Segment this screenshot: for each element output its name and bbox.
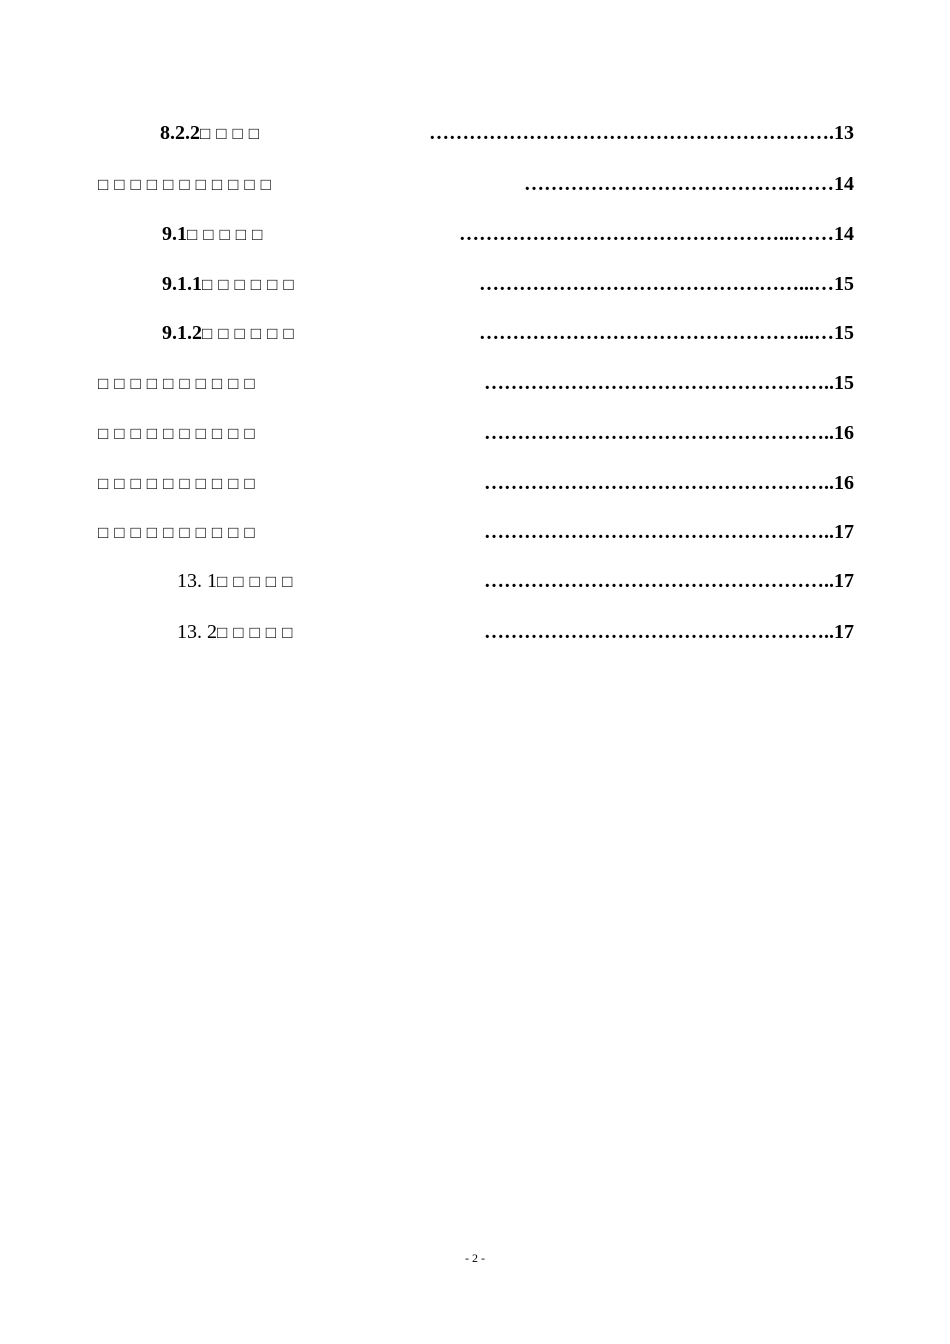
toc-entry-leader: ……………………………………………..16 <box>484 472 854 494</box>
toc-entry-leader: ……………………………………………..17 <box>484 521 854 543</box>
toc-entry-9-1-2[interactable] <box>0 318 950 348</box>
toc-entry-number: 9.1.2 <box>162 322 202 344</box>
toc-entry-label <box>98 418 261 449</box>
toc-entry-title: □□□□□ <box>217 623 299 642</box>
toc-entry-label <box>98 368 261 399</box>
toc-entry-title: □□□□□ <box>217 572 299 591</box>
toc-entry-chapter-13[interactable] <box>0 517 950 547</box>
toc-entry-title: □□□□□□□□□□ <box>98 374 261 393</box>
toc-entry-title: □□□□□□□□□□□ <box>98 175 277 194</box>
toc-entry-leader: ……………………………………………..16 <box>484 422 854 444</box>
toc-entry-leader: …………………………………………...…15 <box>479 273 854 295</box>
toc-entry-label <box>98 468 261 499</box>
toc-entry-label <box>98 517 261 548</box>
toc-entry-title: □□□□□□ <box>202 324 300 343</box>
toc-entry-leader: …………………………………..……14 <box>524 173 854 195</box>
toc-entry-number: 13. 2 <box>177 621 217 643</box>
toc-entry-9-1[interactable] <box>0 219 950 249</box>
toc-entry-label <box>98 169 277 200</box>
toc-entry-13-1[interactable] <box>0 566 950 596</box>
toc-entry-number: 13. 1 <box>177 570 217 592</box>
toc-entry-leader: ……………………………………………..15 <box>484 372 854 394</box>
toc-entry-number: 9.1 <box>162 223 187 245</box>
toc-entry-leader: …………………………………………………….13 <box>429 122 854 144</box>
toc-entry-title: □□□□□□□□□□ <box>98 474 261 493</box>
toc-entry-chapter-11[interactable] <box>0 418 950 448</box>
toc-entry-chapter-9[interactable] <box>0 169 950 199</box>
page-number: - 2 - <box>465 1251 485 1265</box>
toc-entry-label <box>177 566 298 597</box>
toc-entry-9-1-1[interactable] <box>0 269 950 299</box>
toc-entry-leader: …………………………………………...……14 <box>459 223 854 245</box>
toc-entry-label <box>177 617 298 648</box>
toc-entry-chapter-10[interactable] <box>0 368 950 398</box>
toc-entry-number: 8.2.2 <box>160 122 200 144</box>
toc-entry-label <box>162 318 300 349</box>
toc-entry-8-2-2[interactable] <box>0 118 950 148</box>
toc-entry-13-2[interactable] <box>0 617 950 647</box>
toc-entry-label <box>162 219 268 250</box>
toc-entry-title: □□□□ <box>200 124 266 143</box>
toc-entry-label <box>162 269 300 300</box>
toc-entry-label <box>160 118 265 149</box>
toc-entry-title: □□□□□ <box>187 225 269 244</box>
toc-entry-leader: ……………………………………………..17 <box>484 621 854 643</box>
toc-entry-title: □□□□□□□□□□ <box>98 523 261 542</box>
toc-entry-leader: ……………………………………………..17 <box>484 570 854 592</box>
toc-entry-chapter-12[interactable] <box>0 468 950 498</box>
toc-entry-title: □□□□□□□□□□ <box>98 424 261 443</box>
toc-entry-leader: …………………………………………...…15 <box>479 322 854 344</box>
toc-entry-title: □□□□□□ <box>202 275 300 294</box>
toc-entry-number: 9.1.1 <box>162 273 202 295</box>
